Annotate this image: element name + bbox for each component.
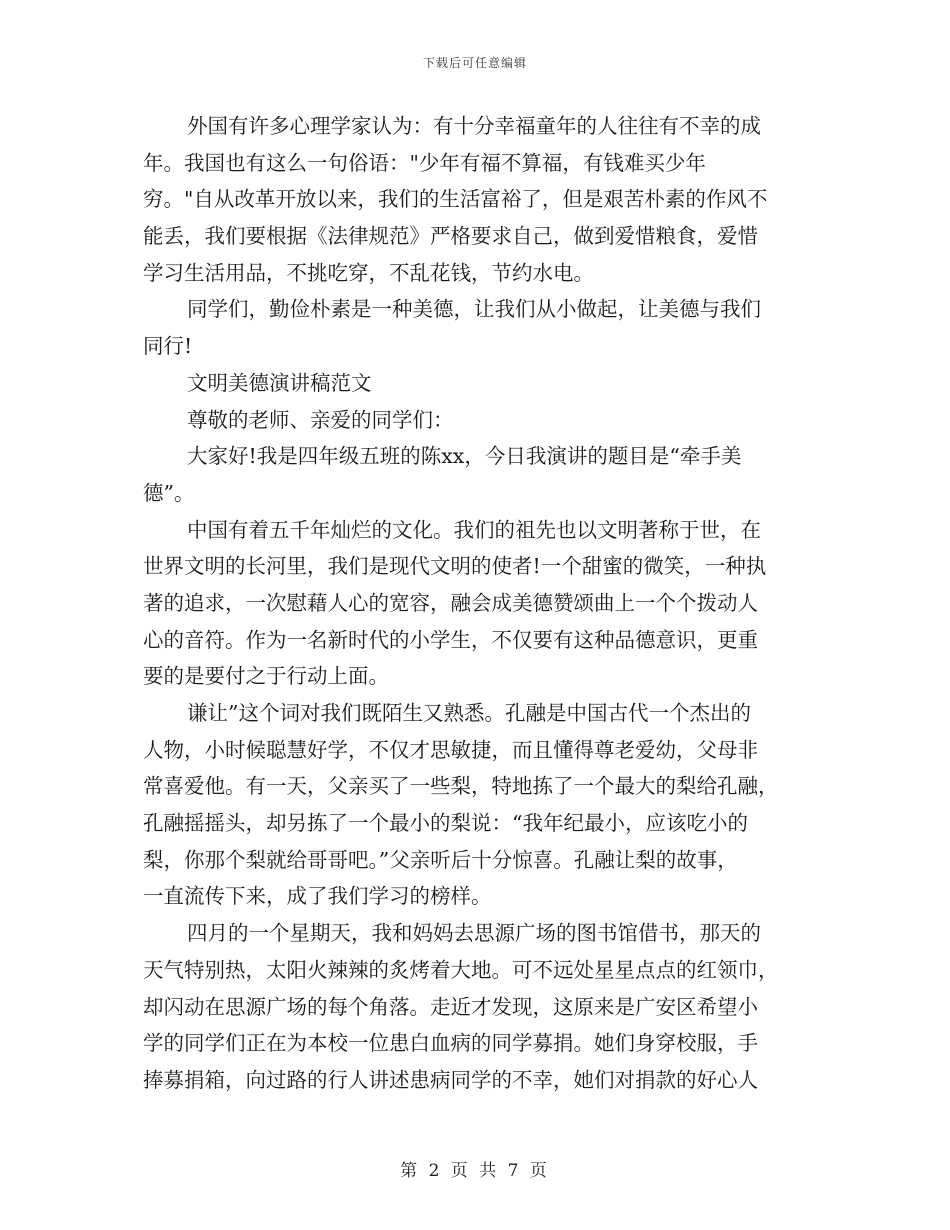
- text-line: 穷。"自从改革开放以来，我们的生活富裕了，但是艰苦朴素的作风不: [143, 187, 768, 212]
- text-line: 要的是要付之于行动上面。: [143, 664, 389, 689]
- text-line: 能丢，我们要根据《法律规范》严格要求自己，做到爱惜粮食，爱惜: [143, 224, 758, 249]
- text-line: 大家好!我是四年级五班的陈xx，今日我演讲的题目是“牵手美: [187, 444, 742, 469]
- text-line: 人物，小时候聪慧好学，不仅才思敏捷，而且懂得尊老爱幼，父母非: [143, 737, 758, 762]
- text-line: 捧募捐箱，向过路的行人讲述患病同学的不幸，她们对捐款的好心人: [143, 1067, 758, 1092]
- text-line: 学的同学们正在为本校一位患白血病的同学募捐。她们身穿校服，手: [143, 1031, 758, 1056]
- text-line: 尊敬的老师、亲爱的同学们：: [187, 407, 454, 432]
- text-line: 心的音符。作为一名新时代的小学生，不仅要有这种品德意识，更重: [143, 627, 758, 652]
- text-line: 梨，你那个梨就给哥哥吧。”父亲听后十分惊喜。孔融让梨的故事，: [143, 847, 738, 872]
- text-line: 同行!: [143, 334, 193, 359]
- page-footer: 第 2 页 共 7 页: [400, 1161, 550, 1181]
- text-line: 外国有许多心理学家认为：有十分幸福童年的人往往有不幸的成: [187, 114, 761, 138]
- text-line: 却闪动在思源广场的每个角落。走近才发现，这原来是广安区希望小: [143, 994, 758, 1019]
- text-line: 一直流传下来，成了我们学习的榜样。: [143, 884, 492, 909]
- text-line: 孔融摇摇头，却另拣了一个最小的梨说：“我年纪最小，应该吃小的: [143, 811, 748, 836]
- text-line: 著的追求，一次慰藉人心的宽容，融会成美德赞颂曲上一个个拨动人: [143, 590, 758, 615]
- text-line: 文明美德演讲稿范文: [187, 370, 372, 395]
- text-line: 中国有着五千年灿烂的文化。我们的祖先也以文明著称于世，在: [187, 517, 761, 542]
- text-line: 德”。: [143, 480, 195, 505]
- text-line: 常喜爱他。有一天，父亲买了一些梨，特地拣了一个最大的梨给孔融，: [143, 774, 779, 799]
- text-line: 世界文明的长河里，我们是现代文明的使者!一个甜蜜的微笑，一种执: [143, 554, 767, 579]
- text-line: 天气特别热，太阳火辣辣的炙烤着大地。可不远处星星点点的红领巾，: [143, 957, 779, 982]
- text-line: 学习生活用品，不挑吃穿，不乱花钱，节约水电。: [143, 260, 594, 285]
- text-line: 同学们，勤俭朴素是一种美德，让我们从小做起，让美德与我们: [187, 297, 761, 322]
- text-line: 谦让”这个词对我们既陌生又熟悉。孔融是中国古代一个杰出的: [187, 701, 751, 725]
- document-body: [143, 108, 807, 1099]
- page-header: 下载后可任意编辑: [422, 56, 527, 70]
- text-line: 年。我国也有这么一句俗语："少年有福不算福，有钱难买少年: [143, 150, 706, 175]
- text-line: 四月的一个星期天，我和妈妈去思源广场的图书馆借书，那天的: [187, 921, 761, 946]
